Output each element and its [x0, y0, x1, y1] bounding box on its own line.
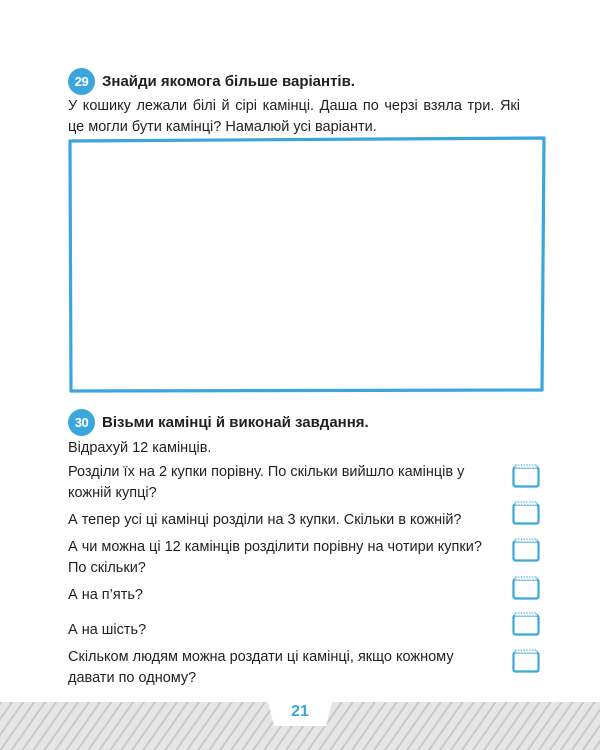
answer-box-2[interactable]	[512, 501, 540, 525]
task-title: Візьми камінці й виконай завдання.	[102, 414, 369, 431]
task-30-header	[68, 409, 369, 436]
question-6: Скільком людям можна роздати ці камінці, якщо кожному давати по одному?	[68, 649, 454, 686]
task-29-header	[68, 68, 355, 95]
task-number-badge: 30	[68, 409, 95, 436]
answer-box-3[interactable]	[512, 538, 540, 562]
answer-box-5[interactable]	[512, 612, 540, 636]
question-2: А тепер усі ці камінці розділи на 3 купки. Скільки в кожній?	[68, 512, 462, 528]
question-1: Розділи їх на 2 купки порівну. По скільки вийшло камінців у кожній купці?	[68, 464, 465, 501]
page-number: 21	[291, 703, 309, 720]
task-number-badge: 29	[68, 68, 95, 95]
question-4: А на п’ять?	[68, 587, 143, 603]
task-title: Знайди якомога більше варіантів.	[102, 73, 355, 90]
question-5: А на шість?	[68, 622, 147, 638]
task-30-intro: Відрахуй 12 камінців.	[68, 440, 212, 456]
answer-box-6[interactable]	[512, 649, 540, 673]
drawing-area[interactable]	[68, 136, 546, 394]
answer-box-4[interactable]	[512, 576, 540, 600]
task-29-text: У кошику лежали білі й сірі камінці. Даша по черзі взяла три. Які це могли бути камінці? Намалюй усі варіанти.	[68, 98, 520, 135]
question-3: А чи можна ці 12 камінців розділити порівну на чотири купки? По скільки?	[68, 539, 482, 576]
answer-box-1[interactable]	[512, 464, 540, 488]
